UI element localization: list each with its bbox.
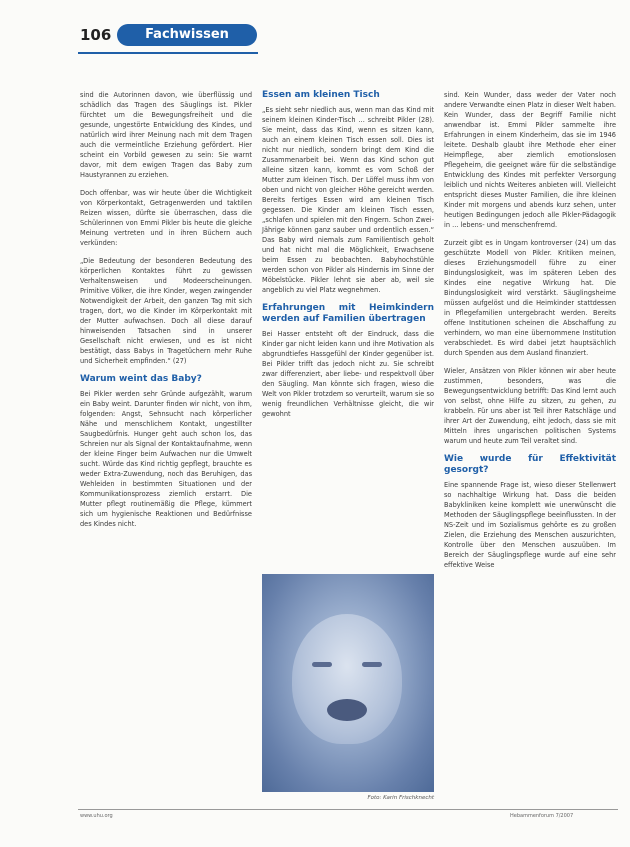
heading-effektivitaet: Wie wurde für Effektivität gesorgt? [444, 454, 616, 475]
crying-baby-photo [262, 574, 434, 792]
col1-paragraph-2: Doch offenbar, was wir heute über die Wichtigkeit von Körperkontakt, Getragenwerden und taktilen Reizen wissen, dürfte sie überraschen, dass die Schülerinnen von Emmi Pikler bis heute die gleiche Meinung vertreten und in ihren Büchern auch verkünden: [80, 189, 252, 247]
footer-website: www.uhu.org [80, 813, 113, 819]
footer-issue: Hebammenforum 7/2007 [510, 813, 574, 819]
section-title-tab: Fachwissen [117, 24, 257, 46]
col2-paragraph-1: „Es sieht sehr niedlich aus, wenn man das Kind mit seinem kleinen Kinder-Tisch ... schreibt Pikler (28). Sie meint, dass das Kind, wenn es sitzen kann, auch an einem kleinen Tisch essen soll. Dies ist nicht nur niedlich, sondern bringt dem Kind die Zusammenarbeit bei. Wenn das Kind schon gut alleine sitzen kann, kommt es vom Schoß der Mutter zum kleinen Tisch. Der Löffel muss ihm von oben und nicht von gleicher Höhe gereicht werden. Bereits fertiges Essen wird am kleinen Tisch gegessen. Die Kinder am kleinen Tisch essen, „schlafen und spielen mit den Fingern. Schon Zwei-Jährige können ganz sauber und ordentlich essen.“ Das Baby wird niemals zum Familientisch geholt und hat nicht mal die Möglichkeit, Erwachsene beim Essen zu beobachten. Babyhochstühle werden schon von Pikler als Hindernis im Sinne der Möbelstücke. Pikler lehnt sie aber ab, weil sie angeblich zu viel Platz wegnehmen. [262, 106, 434, 294]
column-2 [262, 90, 434, 427]
col3-paragraph-3: Wieler, Ansätzen von Pikler können wir aber heute zustimmen, besonders, was die Bewegungsentwicklung betrifft: Das Kind lernt auch von selbst, ohne Hilfe zu sitzen, zu gehen, zu krabbeln. Für uns aber ist Teil ihrer Ratschläge und ihrer Art der Zuwendung, eiht jedoch, dass sie mit Mitteln ihres ungarischen politischen Systems warum und heute zum Teil veraltet sind. [444, 367, 616, 445]
col1-paragraph-1: sind die Autorinnen davon, wie überflüssig und schädlich das Tragen des Säuglings ist. Pikler fürchtet um die Bewegungsfreiheit und die gesunde, ungestörte Entwicklung des Kindes, und natürlich wird ihrer Meinung nach mit dem Tragen auch die vermeintliche Erziehung gefördert. Hier scheint ein Vorbild gewesen zu sein: Sie warnt davor, mit dem ewigen Tragen das Baby zum Haustyrannen zu erziehen. [80, 91, 252, 179]
column-1 [80, 90, 252, 537]
heading-warum-weint: Warum weint das Baby? [80, 374, 202, 384]
heading-essen-tisch: Essen am kleinen Tisch [262, 90, 380, 100]
baby-mouth [327, 699, 367, 721]
col1-paragraph-3: „Die Bedeutung der besonderen Bedeutung des körperlichen Kontaktes führt zu gewissen Verhaltensweisen und Modeerscheinungen. Primitive Völker, die ihre Kinder, wegen zwingender Notwendigkeit der Arbeit, den ganzen Tag mit sich tragen, dort, wo die Kinder im Körperkontakt mit der Mutter aufwachsen. Doch all diese darauf hinweisenden Tatsachen sind in unserer Gesellschaft nicht erwiesen, und es ist nicht bestätigt, dass Babys in Tragetüchern mehr Ruhe und Sicherheit empfinden.“ (27) [80, 257, 252, 365]
col2-paragraph-2: Bei Hasser entsteht oft der Eindruck, dass die Kinder gar nicht leiden kann und ihre Motivation als abgrundtiefes Hassgefühl der Kinder gegenüber ist. Bei Pikler trifft das jedoch nicht zu. Sie schreibt zwar differenziert, aber liebe- und respektvoll über den Säugling. Man könnte sich fragen, wieso die Welt von Pikler trotzdem so verurteilt, warum sie so wenig freundlichen Verhältnisse gleicht, die wir gewohnt [262, 330, 434, 418]
col3-paragraph-4: Eine spannende Frage ist, wieso dieser Stellenwert so nachhaltige Wirkung hat. Dass die beiden Babykliniken keine komplett wie unerwünscht die Methoden der Säuglingspflege beeinflussten. In der NS-Zeit und im Sozialismus gehörte es zu großen Zielen, die Erziehung des Menschen auszurichten, Kontrolle über den Menschen auszuüben. Im Bereich der Säuglingspflege wurde auf eine sehr effektive Weise [444, 481, 616, 569]
footer-rule [78, 809, 618, 810]
col1-paragraph-4: Bei Pikler werden sehr Gründe aufgezählt, warum ein Baby weint. Darunter finden wir nicht, von ihm, folgenden: Angst, Sehnsucht nach körperlicher Nähe und menschlichem Kontakt, ungestillter Saugbedürfnis. Hunger geht auch schon los, das Schreien nur als Signal der Kontaktaufnahme, wenn der kleine Finger beim Aufwachen nur die Umwelt sucht. Würde das Kind richtig gepflegt, brauchte es weder Extra-Zuwendung, noch das Beruhigen, das Wehleiden in bestimmten Situationen und der Kommunikationsprozess ziemlich erstarrt. Die Mutter pflegt routinemäßig die Pflege, kümmert sich um hygienische Reaktionen und Bedürfnisse des Kindes nicht. [80, 390, 252, 528]
page-number: 106 [80, 26, 112, 44]
baby-eye-right [362, 662, 382, 667]
column-3 [444, 90, 616, 578]
col3-paragraph-2: Zurzeit gibt es in Ungarn kontroverser (24) um das geschützte Modell von Pikler. Kritiken meinen, dieses Erziehungsmodell führe zu einer Bindungslosigkeit, was im späteren Leben des Kindes eine negative Wirkung hat. Die Bindungslosigkeit wird verstärkt. Säuglingsheime müssen aufgelöst und die Heimkinder stattdessen in Pflegefamilien untergebracht werden. Bereits offene Institutionen scheinen die Abschaffung zu verhindern, wo man eine übernommene Institution verabschiedet. Es wird dabei jetzt hauptsächlich durch Spenden aus dem Ausland finanziert. [444, 239, 616, 357]
baby-eye-left [312, 662, 332, 667]
photo-credit: Foto: Karin Frischknecht [367, 795, 434, 801]
baby-face [292, 614, 402, 744]
col3-paragraph-1: sind. Kein Wunder, dass weder der Vater noch andere Verwandte einen Platz in dieser Welt haben. Kein Wunder, dass der Begriff Familie nicht anwendbar ist. Emmi Pikler sammelte ihre Erfahrungen in einem Kinderheim, das sie im 1946 leitete. Deshalb glaubt ihre Methode eher einer Heimpflege, aber ziemlich emotionslosen Pflegeheim, die geeignet wäre für die selbständige Entwicklung des Kindes mit perfekter Versorgung leiblich und nichts Weiteres anbieten will. Vielleicht entspricht dieses Muster Familien, die ihre kleinen Kinder mit morgens und abends kurz sehen, unter heutigen Bedingungen jedoch alle Pikler-Pädagogik in ... lebens- und menschenfremd. [444, 91, 616, 229]
header-rule [78, 52, 258, 54]
heading-heimkinder: Erfahrungen mit Heimkindern werden auf Familien übertragen [262, 303, 434, 324]
